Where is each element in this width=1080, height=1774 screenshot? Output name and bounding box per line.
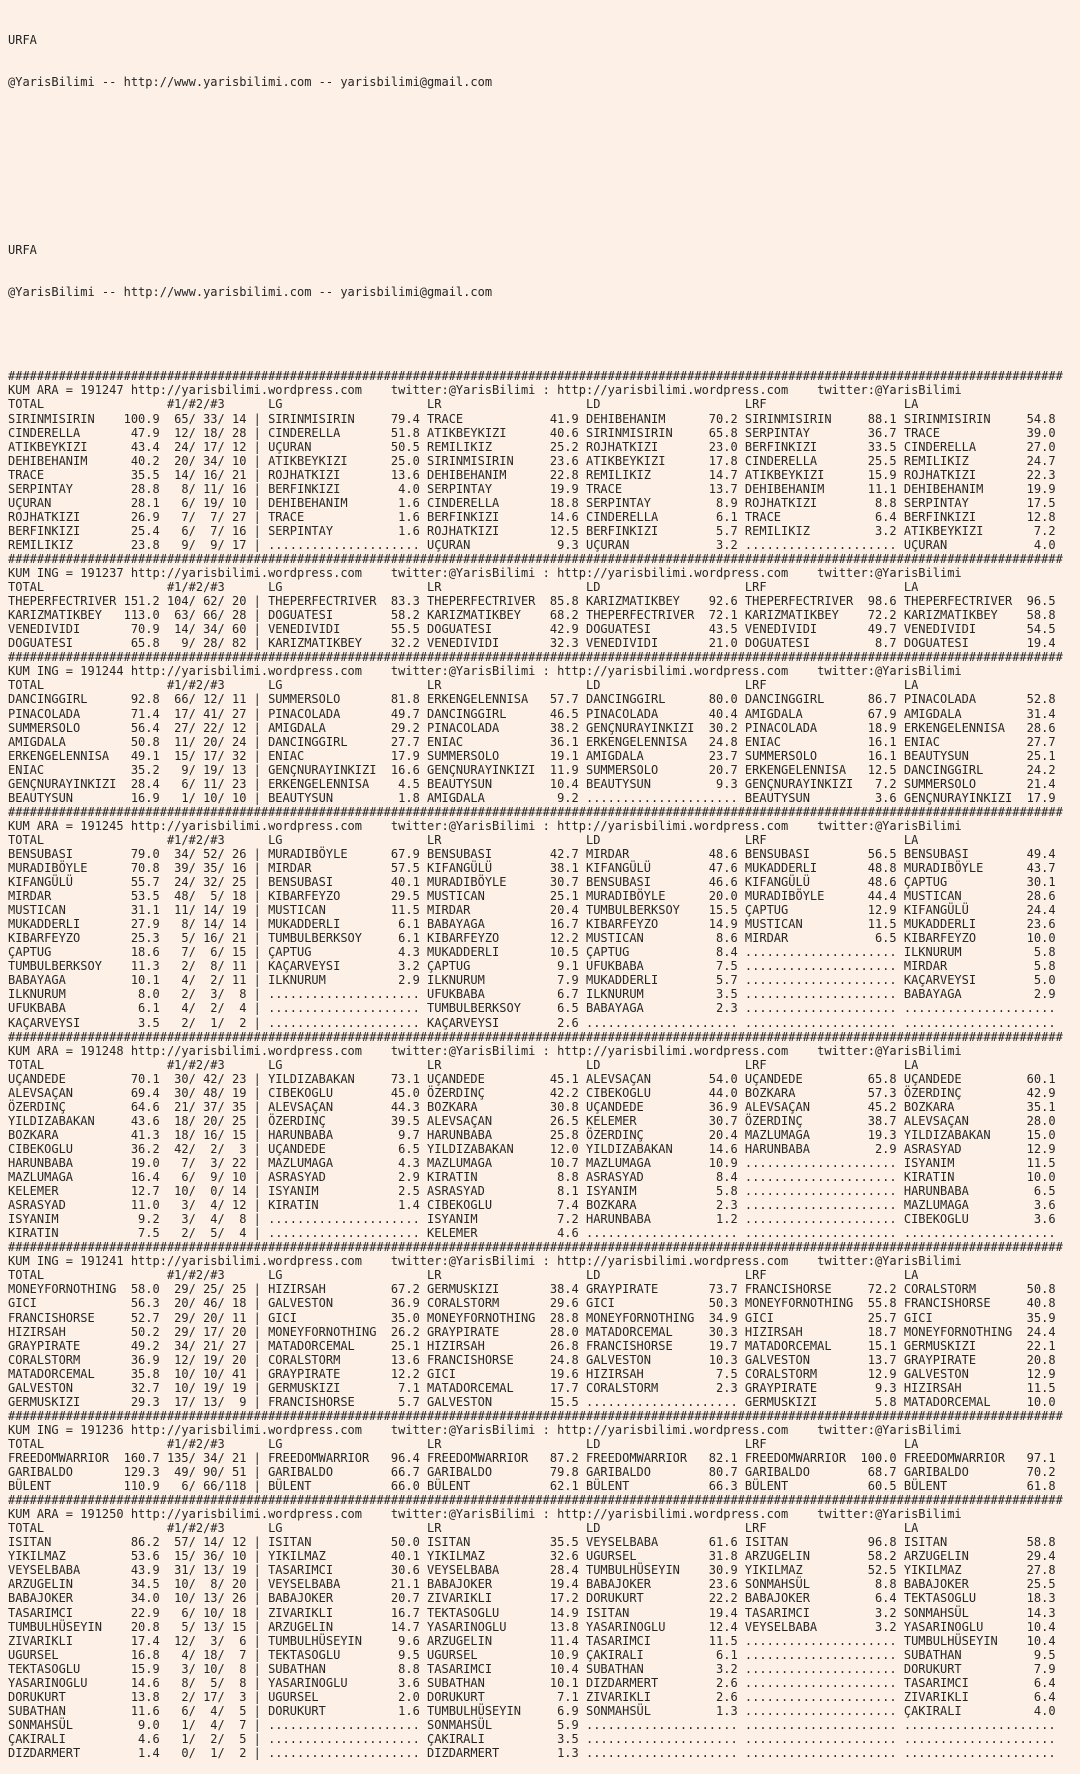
report-byline: @YarisBilimi -- http://www.yarisbilimi.com -- yarisbilimi@gmail.com: [8, 75, 493, 90]
horse-row: CIBEKOGLU 36.2 42/ 2/ 3 | UÇANDEDE 6.5 YILDIZABAKAN 12.0 YILDIZABAKAN 14.6 HARUNBABA 2.9 ASRASYAD 12.9: [8, 1141, 1063, 1156]
race-title: KUM ING = 191241 http://yarisbilimi.wordpress.com twitter:@YarisBilimi : http://yarisbilimi.wordpress.com twitter:@YarisBilimi: [8, 1254, 962, 1269]
horse-row: GENÇNURAYINKIZI 28.4 6/ 11/ 23 | ERKENGELENNISA 4.5 BEAUTYSUN 10.4 BEAUTYSUN 9.3 GENÇNURAYINKIZI 7.2 SUMMERSOLO 21.4: [8, 776, 1063, 791]
horse-row: KARIZMATIKBEY 113.0 63/ 66/ 28 | DOGUATESI 58.2 KARIZMATIKBEY 68.2 THEPERFECTRIVER 72.1 KARIZMATIKBEY 72.2 KARIZMATIKBEY 58.8: [8, 608, 1063, 623]
column-header-row: TOTAL #1/#2/#3 LG LR LD LRF LA: [8, 678, 1063, 693]
horse-row: BEAUTYSUN 16.9 1/ 10/ 10 | BEAUTYSUN 1.8 AMIGDALA 9.2 ..................... BEAUTYSUN 3.6 GENÇNURAYINKIZI 17.9: [8, 790, 1063, 805]
horse-row: DANCINGGIRL 92.8 66/ 12/ 11 | SUMMERSOLO 81.8 ERKENGELENNISA 57.7 DANCINGGIRL 80.0 DANCINGGIRL 86.7 PINACOLADA 52.8: [8, 692, 1063, 707]
race-title: KUM ARA = 191248 http://yarisbilimi.wordpress.com twitter:@YarisBilimi : http://yarisbilimi.wordpress.com twitter:@YarisBilimi: [8, 1043, 962, 1058]
horse-row: ERKENGELENNISA 49.1 15/ 17/ 32 | ENIAC 17.9 SUMMERSOLO 19.1 AMIGDALA 23.7 SUMMERSOLO 16.1 BEAUTYSUN 25.1: [8, 748, 1063, 763]
horse-row: MIRDAR 53.5 48/ 5/ 18 | KIBARFEYZO 29.5 MUSTICAN 25.1 MURADIBÖYLE 20.0 MURADIBÖYLE 44.4 MUSTICAN 28.6: [8, 889, 1063, 904]
horse-row: MATADORCEMAL 35.8 10/ 10/ 41 | GRAYPIRATE 12.2 GICI 19.6 HIZIRSAH 7.5 CORALSTORM 12.9 GALVESTON 12.9: [8, 1366, 1063, 1381]
horse-row: TEKTASOGLU 15.9 3/ 10/ 8 | SUBATHAN 8.8 TASARIMCI 10.4 SUBATHAN 3.2 ..................... DORUKURT 7.9: [8, 1661, 1063, 1676]
horse-row: ZIVARIKLI 17.4 12/ 3/ 6 | TUMBULHÜSEYIN 9.6 ARZUGELIN 11.4 TASARIMCI 11.5 ..................... TUMBULHÜSEYIN 10.4: [8, 1633, 1063, 1648]
section-divider: ##################################################################################################################################################: [8, 551, 1063, 566]
horse-row: GERMUSKIZI 29.3 17/ 13/ 9 | FRANCISHORSE 5.7 GALVESTON 15.5 ..................... GERMUSKIZI 5.8 MATADORCEMAL 10.0: [8, 1394, 1063, 1409]
column-header-row: TOTAL #1/#2/#3 LG LR LD LRF LA: [8, 1436, 1063, 1451]
horse-row: ÇAKIRALI 4.6 1/ 2/ 5 | ..................... ÇAKIRALI 3.5 ..................... ..................... .....................: [8, 1731, 1063, 1746]
horse-row: UÇANDEDE 70.1 30/ 42/ 23 | YILDIZABAKAN 73.1 UÇANDEDE 45.1 ALEVSAÇAN 54.0 UÇANDEDE 65.8 UÇANDEDE 60.1: [8, 1071, 1063, 1086]
horse-row: SIRINMISIRIN 100.9 65/ 33/ 14 | SIRINMISIRIN 79.4 TRACE 41.9 DEHIBEHANIM 70.2 SIRINMISIRIN 88.1 SIRINMISIRIN 54.8: [8, 411, 1063, 426]
horse-row: DOGUATESI 65.8 9/ 28/ 82 | KARIZMATIKBEY 32.2 VENEDIVIDI 32.3 VENEDIVIDI 21.0 DOGUATESI 8.7 DOGUATESI 19.4: [8, 636, 1063, 651]
horse-row: CORALSTORM 36.9 12/ 19/ 20 | CORALSTORM 13.6 FRANCISHORSE 24.8 GALVESTON 10.3 GALVESTON 13.7 GRAYPIRATE 20.8: [8, 1352, 1063, 1367]
horse-row: HIZIRSAH 50.2 29/ 17/ 20 | MONEYFORNOTHING 26.2 GRAYPIRATE 28.0 MATADORCEMAL 30.3 HIZIRSAH 18.7 MONEYFORNOTHING 24.4: [8, 1324, 1063, 1339]
horse-row: ALEVSAÇAN 69.4 30/ 48/ 19 | CIBEKOGLU 45.0 ÖZERDINÇ 42.2 CIBEKOGLU 44.0 BOZKARA 57.3 ÖZERDINÇ 42.9: [8, 1085, 1063, 1100]
horse-row: CINDERELLA 47.9 12/ 18/ 28 | CINDERELLA 51.8 ATIKBEYKIZI 40.6 SIRINMISIRIN 65.8 SERPINTAY 36.7 TRACE 39.0: [8, 425, 1063, 440]
column-header-row: TOTAL #1/#2/#3 LG LR LD LRF LA: [8, 580, 1063, 595]
horse-row: GALVESTON 32.7 10/ 19/ 19 | GERMUSKIZI 7.1 MATADORCEMAL 17.7 CORALSTORM 2.3 GRAYPIRATE 9.3 HIZIRSAH 11.5: [8, 1380, 1063, 1395]
horse-row: MONEYFORNOTHING 58.0 29/ 25/ 25 | HIZIRSAH 67.2 GERMUSKIZI 38.4 GRAYPIRATE 73.7 FRANCISHORSE 72.2 CORALSTORM 50.8: [8, 1282, 1063, 1297]
horse-row: DIZDARMERT 1.4 0/ 1/ 2 | ..................... DIZDARMERT 1.3 ..................... ..................... .....................: [8, 1745, 1063, 1760]
horse-row: TUMBULHÜSEYIN 20.8 5/ 13/ 15 | ARZUGELIN 14.7 YASARINOGLU 13.8 YASARINOGLU 12.4 VEYSELBABA 3.2 YASARINOGLU 10.4: [8, 1619, 1063, 1634]
horse-row: AMIGDALA 50.8 11/ 20/ 24 | DANCINGGIRL 27.7 ENIAC 36.1 ERKENGELENNISA 24.8 ENIAC 16.1 ENIAC 27.7: [8, 734, 1063, 749]
horse-row: HARUNBABA 19.0 7/ 3/ 22 | MAZLUMAGA 4.3 MAZLUMAGA 10.7 MAZLUMAGA 10.9 ..................... ISYANIM 11.5: [8, 1156, 1063, 1170]
horse-row: GARIBALDO 129.3 49/ 90/ 51 | GARIBALDO 66.7 GARIBALDO 79.8 GARIBALDO 80.7 GARIBALDO 68.7 GARIBALDO 70.2: [8, 1465, 1063, 1480]
horse-row: BERFINKIZI 25.4 6/ 7/ 16 | SERPINTAY 1.6 ROJHATKIZI 12.5 BERFINKIZI 5.7 REMILIKIZ 3.2 ATIKBEYKIZI 7.2: [8, 523, 1063, 538]
section-divider: ##################################################################################################################################################: [8, 1408, 1063, 1423]
horse-row: KIBARFEYZO 25.3 5/ 16/ 21 | TUMBULBERKSOY 6.1 KIBARFEYZO 12.2 MUSTICAN 8.6 MIRDAR 6.5 KIBARFEYZO 10.0: [8, 931, 1063, 946]
horse-row: UGURSEL 16.8 4/ 18/ 7 | TEKTASOGLU 9.5 UGURSEL 10.9 ÇAKIRALI 6.1 ..................... SUBATHAN 9.5: [8, 1647, 1063, 1662]
horse-row: ISYANIM 9.2 3/ 4/ 8 | ..................... ISYANIM 7.2 HARUNBABA 1.2 ..................... CIBEKOGLU 3.6: [8, 1212, 1063, 1227]
section-divider: ##################################################################################################################################################: [8, 1493, 1063, 1508]
column-header-row: TOTAL #1/#2/#3 LG LR LD LRF LA: [8, 397, 1063, 412]
horse-row: ENIAC 35.2 9/ 19/ 13 | GENÇNURAYINKIZI 16.6 GENÇNURAYINKIZI 11.9 SUMMERSOLO 20.7 ERKENGELENNISA 12.5 DANCINGGIRL 24.2: [8, 762, 1063, 777]
horse-row: KIFANGÜLÜ 55.7 24/ 32/ 25 | BENSUBASI 40.1 MURADIBÖYLE 30.7 BENSUBASI 46.6 KIFANGÜLÜ 48.6 ÇAPTUG 30.1: [8, 875, 1063, 890]
horse-row: UÇURAN 28.1 6/ 19/ 10 | DEHIBEHANIM 1.6 CINDERELLA 18.8 SERPINTAY 8.9 ROJHATKIZI 8.8 SERPINTAY 17.5: [8, 495, 1063, 510]
horse-row: THEPERFECTRIVER 151.2 104/ 62/ 20 | THEPERFECTRIVER 83.3 THEPERFECTRIVER 85.8 KARIZMATIKBEY 92.6 THEPERFECTRIVER 98.6 THEPERFECTRIVER 96.5: [8, 594, 1063, 609]
horse-row: ASRASYAD 11.0 3/ 4/ 12 | KIRATIN 1.4 CIBEKOGLU 7.4 BOZKARA 2.3 ..................... MAZLUMAGA 3.6: [8, 1198, 1063, 1213]
horse-row: YIKILMAZ 53.6 15/ 36/ 10 | YIKILMAZ 40.1 YIKILMAZ 32.6 UGURSEL 31.8 ARZUGELIN 58.2 ARZUGELIN 29.4: [8, 1549, 1063, 1564]
column-header-row: TOTAL #1/#2/#3 LG LR LD LRF LA: [8, 1268, 1063, 1283]
horse-row: FRANCISHORSE 52.7 29/ 20/ 11 | GICI 35.0 MONEYFORNOTHING 28.8 MONEYFORNOTHING 34.9 GICI 25.7 GICI 35.9: [8, 1310, 1063, 1325]
section-divider: ##################################################################################################################################################: [8, 804, 1063, 819]
horse-row: ILKNURUM 8.0 2/ 3/ 8 | ..................... UFUKBABA 6.7 ILKNURUM 3.5 ..................... BABAYAGA 2.9: [8, 987, 1063, 1002]
section-divider: ##################################################################################################################################################: [8, 1029, 1063, 1044]
race-title: KUM ARA = 191250 http://yarisbilimi.wordpress.com twitter:@YarisBilimi : http://yarisbilimi.wordpress.com twitter:@YarisBilimi: [8, 1507, 962, 1522]
horse-row: YASARINOGLU 14.6 8/ 5/ 8 | YASARINOGLU 3.6 SUBATHAN 10.1 DIZDARMERT 2.6 ..................... TASARIMCI 6.4: [8, 1675, 1063, 1690]
horse-row: BOZKARA 41.3 18/ 16/ 15 | HARUNBABA 9.7 HARUNBABA 25.8 ÖZERDINÇ 20.4 MAZLUMAGA 19.3 YILDIZABAKAN 15.0: [8, 1127, 1063, 1142]
horse-row: TRACE 35.5 14/ 16/ 21 | ROJHATKIZI 13.6 DEHIBEHANIM 22.8 REMILIKIZ 14.7 ATIKBEYKIZI 15.9 ROJHATKIZI 22.3: [8, 467, 1063, 482]
blank-line: [8, 159, 1080, 173]
horse-row: BABAYAGA 10.1 4/ 2/ 11 | ILKNURUM 2.9 ILKNURUM 7.9 MUKADDERLI 5.7 ..................... KAÇARVEYSI 5.0: [8, 973, 1063, 988]
race-title: KUM ING = 191244 http://yarisbilimi.wordpress.com twitter:@YarisBilimi : http://yarisbilimi.wordpress.com twitter:@YarisBilimi: [8, 664, 962, 679]
race-title: KUM ARA = 191245 http://yarisbilimi.wordpress.com twitter:@YarisBilimi : http://yarisbilimi.wordpress.com twitter:@YarisBilimi: [8, 818, 962, 833]
horse-row: REMILIKIZ 23.8 9/ 9/ 17 | ..................... UÇURAN 9.3 UÇURAN 3.2 ..................... UÇURAN 4.0: [8, 537, 1063, 552]
section-divider: ##################################################################################################################################################: [8, 650, 1063, 665]
horse-row: MUSTICAN 31.1 11/ 14/ 19 | MUSTICAN 11.5 MIRDAR 20.4 TUMBULBERKSOY 15.5 ÇAPTUG 12.9 KIFANGÜLÜ 24.4: [8, 903, 1063, 918]
horse-row: MAZLUMAGA 16.4 6/ 9/ 10 | ASRASYAD 2.9 KIRATIN 8.8 ASRASYAD 8.4 ..................... KIRATIN 10.0: [8, 1170, 1063, 1185]
race-title: KUM ARA = 191247 http://yarisbilimi.wordpress.com twitter:@YarisBilimi : http://yarisbilimi.wordpress.com twitter:@YarisBilimi: [8, 383, 962, 398]
horse-row: MURADIBÖYLE 70.8 39/ 35/ 16 | MIRDAR 57.5 KIFANGÜLÜ 38.1 KIFANGÜLÜ 47.6 MUKADDERLI 48.8 MURADIBÖYLE 43.7: [8, 861, 1063, 876]
section-divider: ##################################################################################################################################################: [8, 369, 1063, 384]
horse-row: BENSUBASI 79.0 34/ 52/ 26 | MURADIBÖYLE 67.9 BENSUBASI 42.7 MIRDAR 48.6 BENSUBASI 56.5 BENSUBASI 49.4: [8, 846, 1063, 861]
horse-row: VEYSELBABA 43.9 31/ 13/ 19 | TASARIMCI 30.6 VEYSELBABA 28.4 TUMBULHÜSEYIN 30.9 YIKILMAZ 52.5 YIKILMAZ 27.8: [8, 1563, 1063, 1578]
horse-row: SONMAHSÜL 9.0 1/ 4/ 7 | ..................... SONMAHSÜL 5.9 ..................... ..................... .....................: [8, 1717, 1063, 1732]
section-divider: ##################################################################################################################################################: [8, 1240, 1063, 1255]
horse-row: KELEMER 12.7 10/ 0/ 14 | ISYANIM 2.5 ASRASYAD 8.1 ISYANIM 5.8 ..................... HARUNBABA 6.5: [8, 1184, 1063, 1199]
horse-row: TUMBULBERKSOY 11.3 2/ 8/ 11 | KAÇARVEYSI 3.2 ÇAPTUG 9.1 UFUKBABA 7.5 ..................... MIRDAR 5.8: [8, 959, 1063, 974]
horse-row: GICI 56.3 20/ 46/ 18 | GALVESTON 36.9 CORALSTORM 29.6 GICI 50.3 MONEYFORNOTHING 55.8 FRANCISHORSE 40.8: [8, 1296, 1063, 1311]
column-header-row: TOTAL #1/#2/#3 LG LR LD LRF LA: [8, 1057, 1063, 1072]
race-sections: [8, 369, 1080, 1760]
horse-row: YILDIZABAKAN 43.6 18/ 20/ 25 | ÖZERDINÇ 39.5 ALEVSAÇAN 26.5 KELEMER 30.7 ÖZERDINÇ 38.7 ALEVSAÇAN 28.0: [8, 1113, 1063, 1128]
horse-row: ÇAPTUG 18.6 7/ 6/ 15 | ÇAPTUG 4.3 MUKADDERLI 10.5 ÇAPTUG 8.4 ..................... ILKNURUM 5.8: [8, 945, 1063, 960]
horse-row: SERPINTAY 28.8 8/ 11/ 16 | BERFINKIZI 4.0 SERPINTAY 19.9 TRACE 13.7 DEHIBEHANIM 11.1 DEHIBEHANIM 19.9: [8, 481, 1063, 496]
horse-row: KIRATIN 7.5 2/ 5/ 4 | ..................... KELEMER 4.6 ..................... ..................... .....................: [8, 1226, 1063, 1241]
horse-row: FREEDOMWARRIOR 160.7 135/ 34/ 21 | FREEDOMWARRIOR 96.4 FREEDOMWARRIOR 87.2 FREEDOMWARRIOR 82.1 FREEDOMWARRIOR 100.0 FREEDOMWARRIOR 97.1: [8, 1450, 1063, 1465]
blank-line: [8, 327, 1080, 341]
horse-row: PINACOLADA 71.4 17/ 41/ 27 | PINACOLADA 49.7 DANCINGGIRL 46.5 PINACOLADA 40.4 AMIGDALA 67.9 AMIGDALA 31.4: [8, 706, 1063, 721]
horse-row: DORUKURT 13.8 2/ 17/ 3 | UGURSEL 2.0 DORUKURT 7.1 ZIVARIKLI 2.6 ..................... ZIVARIKLI 6.4: [8, 1689, 1063, 1704]
report-location-repeat: URFA: [8, 243, 37, 258]
horse-row: TASARIMCI 22.9 6/ 10/ 18 | ZIVARIKLI 16.7 TEKTASOGLU 14.9 ISITAN 19.4 TASARIMCI 3.2 SONMAHSÜL 14.3: [8, 1605, 1063, 1620]
horse-row: SUMMERSOLO 56.4 27/ 22/ 12 | AMIGDALA 29.2 PINACOLADA 38.2 GENÇNURAYINKIZI 30.2 PINACOLADA 18.9 ERKENGELENNISA 28.6: [8, 720, 1063, 735]
horse-row: BABAJOKER 34.0 10/ 13/ 26 | BABAJOKER 20.7 ZIVARIKLI 17.2 DORUKURT 22.2 BABAJOKER 6.4 TEKTASOGLU 18.3: [8, 1591, 1063, 1606]
column-header-row: TOTAL #1/#2/#3 LG LR LD LRF LA: [8, 1521, 1063, 1536]
horse-row: BÜLENT 110.9 6/ 66/118 | BÜLENT 66.0 BÜLENT 62.1 BÜLENT 66.3 BÜLENT 60.5 BÜLENT 61.8: [8, 1479, 1063, 1494]
horse-row: ISITAN 86.2 57/ 14/ 12 | ISITAN 50.0 ISITAN 35.5 VEYSELBABA 61.6 ISITAN 96.8 ISITAN 58.8: [8, 1535, 1063, 1550]
race-title: KUM ING = 191237 http://yarisbilimi.wordpress.com twitter:@YarisBilimi : http://yarisbilimi.wordpress.com twitter:@YarisBilimi: [8, 566, 962, 581]
horse-row: UFUKBABA 6.1 4/ 2/ 4 | ..................... TUMBULBERKSOY 6.5 BABAYAGA 2.3 ..................... .....................: [8, 1001, 1063, 1016]
horse-row: DEHIBEHANIM 40.2 20/ 34/ 10 | ATIKBEYKIZI 25.0 SIRINMISIRIN 23.6 ATIKBEYKIZI 17.8 CINDERELLA 25.5 REMILIKIZ 24.7: [8, 453, 1063, 468]
horse-row: SUBATHAN 11.6 6/ 4/ 5 | DORUKURT 1.6 TUMBULHÜSEYIN 6.9 SONMAHSÜL 1.3 ..................... ÇAKIRALI 4.0: [8, 1703, 1063, 1718]
horse-row: KAÇARVEYSI 3.5 2/ 1/ 2 | ..................... KAÇARVEYSI 2.6 ..................... ..................... .....................: [8, 1015, 1063, 1030]
horse-row: ATIKBEYKIZI 43.4 24/ 17/ 12 | UÇURAN 50.5 REMILIKIZ 25.2 ROJHATKIZI 23.0 BERFINKIZI 33.5 CINDERELLA 27.0: [8, 439, 1063, 454]
report-byline-repeat: @YarisBilimi -- http://www.yarisbilimi.com -- yarisbilimi@gmail.com: [8, 285, 493, 300]
horse-row: ROJHATKIZI 26.9 7/ 7/ 27 | TRACE 1.6 BERFINKIZI 14.6 CINDERELLA 6.1 TRACE 6.4 BERFINKIZI 12.8: [8, 509, 1063, 524]
blank-line: [8, 201, 1080, 215]
race-title: KUM ING = 191236 http://yarisbilimi.wordpress.com twitter:@YarisBilimi : http://yarisbilimi.wordpress.com twitter:@YarisBilimi: [8, 1422, 962, 1437]
report-location: URFA: [8, 33, 37, 47]
blank-line: [8, 117, 1080, 131]
horse-row: ARZUGELIN 34.5 10/ 8/ 20 | VEYSELBABA 21.1 BABAJOKER 19.4 BABAJOKER 23.6 SONMAHSÜL 8.8 BABAJOKER 25.5: [8, 1577, 1063, 1592]
column-header-row: TOTAL #1/#2/#3 LG LR LD LRF LA: [8, 832, 1063, 847]
horse-row: GRAYPIRATE 49.2 34/ 21/ 27 | MATADORCEMAL 25.1 HIZIRSAH 26.8 FRANCISHORSE 19.7 MATADORCEMAL 15.1 GERMUSKIZI 22.1: [8, 1338, 1063, 1353]
horse-row: ÖZERDINÇ 64.6 21/ 37/ 35 | ALEVSAÇAN 44.3 BOZKARA 30.8 UÇANDEDE 36.9 ALEVSAÇAN 45.2 BOZKARA 35.1: [8, 1099, 1063, 1114]
horse-row: VENEDIVIDI 70.9 14/ 34/ 60 | VENEDIVIDI 55.5 DOGUATESI 42.9 DOGUATESI 43.5 VENEDIVIDI 49.7 VENEDIVIDI 54.5: [8, 622, 1063, 637]
horse-row: MUKADDERLI 27.9 8/ 14/ 14 | MUKADDERLI 6.1 BABAYAGA 16.7 KIBARFEYZO 14.9 MUSTICAN 11.5 MUKADDERLI 23.6: [8, 917, 1063, 932]
